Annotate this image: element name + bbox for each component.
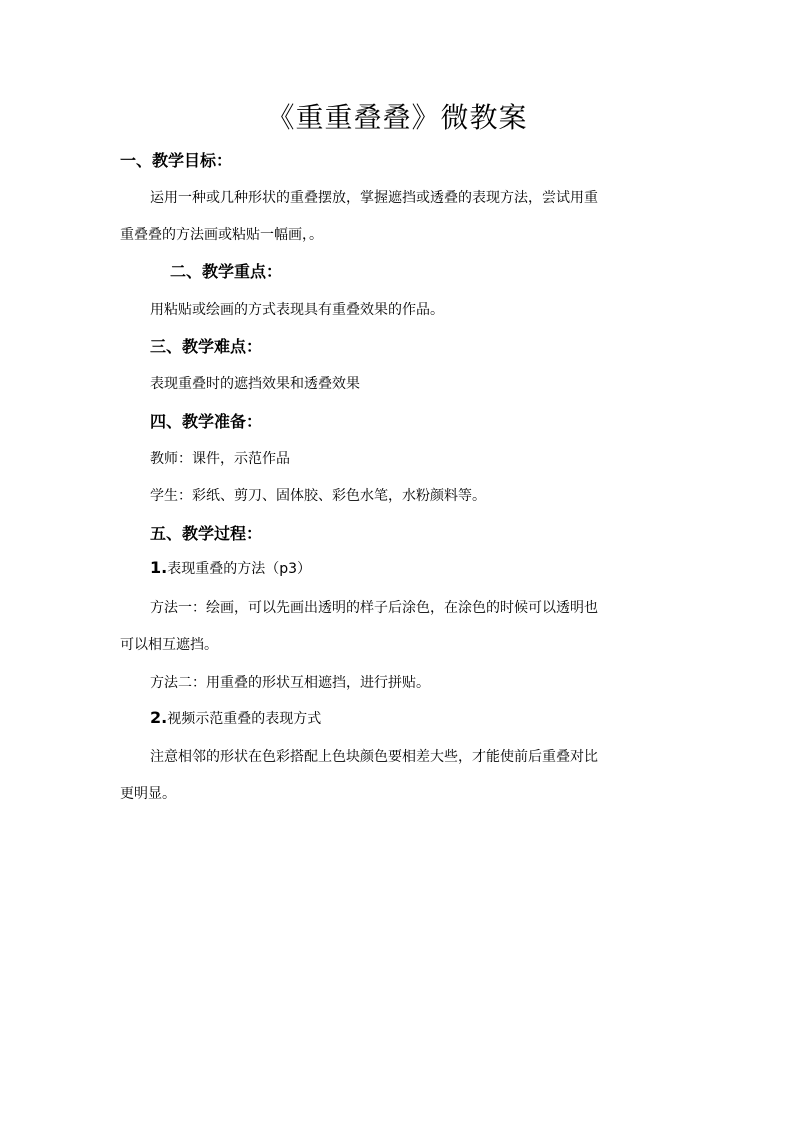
method-2: 方法二：用重叠的形状互相遮挡，进行拼贴。: [150, 675, 430, 691]
method-1-line2: 可以相互遮挡。: [120, 637, 218, 653]
objectives-text-line2: 重叠叠的方法画或粘贴一幅画，。: [120, 227, 323, 243]
step-2-number: 2.: [150, 708, 168, 727]
method-1-line1: 方法一：绘画，可以先画出透明的样子后涂色，在涂色的时候可以透明也: [150, 600, 598, 616]
section-heading-key-points: 二、教学重点：: [170, 262, 283, 281]
process-step-1: [150, 558, 311, 578]
section-heading-difficulties: 三、教学难点：: [150, 337, 263, 356]
section-heading-preparation: 四、教学准备：: [150, 412, 263, 431]
preparation-teacher: 教师：课件，示范作品: [150, 451, 290, 467]
note-line1: 注意相邻的形状在色彩搭配上色块颜色要相差大些，才能使前后重叠对比: [150, 749, 598, 765]
section-heading-process: 五、教学过程：: [150, 524, 263, 543]
process-step-2: [150, 708, 321, 728]
document-title: 《重重叠叠》微教案: [266, 101, 528, 134]
difficulties-text: 表现重叠时的遮挡效果和透叠效果: [150, 376, 360, 392]
key-points-text: 用粘贴或绘画的方式表现具有重叠效果的作品。: [150, 302, 444, 318]
objectives-text-line1: 运用一种或几种形状的重叠摆放，掌握遮挡或透叠的表现方法，尝试用重: [150, 190, 598, 206]
step-1-text: 表现重叠的方法（p3）: [167, 561, 312, 577]
preparation-student: 学生：彩纸、剪刀、固体胶、彩色水笔，水粉颜料等。: [150, 488, 486, 504]
step-2-text: 视频示范重叠的表现方式: [167, 711, 322, 727]
note-line2: 更明显。: [120, 786, 176, 802]
section-heading-objectives: 一、教学目标：: [120, 151, 233, 170]
step-1-number: 1.: [150, 558, 168, 577]
